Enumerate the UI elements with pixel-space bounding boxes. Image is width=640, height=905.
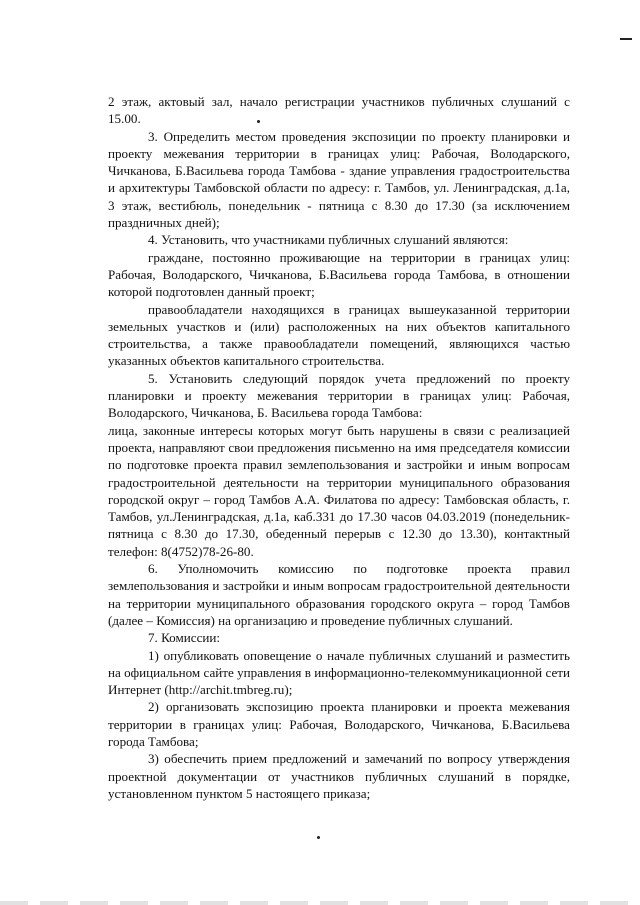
paragraph-item-7-2: 2) организовать экспозицию проекта планировки и проекта межевания территории в границах улиц: Рабочая, Володарского, Чичканова, Б.Васильева города Тамбова;: [108, 699, 570, 749]
page-bottom-edge: [0, 901, 640, 905]
paragraph-item-3: 3. Определить местом проведения экспозиции по проекту планировки и проекту межевания территории в границах улиц: Рабочая, Володарского, Чичканова, Б.Васильева города Тамбова - здание управления градостроительства и архитектуры Тамбовской области по адресу: г. Тамбов, ул. Ленинградская, д.1а, 3 этаж, вестибюль, понедельник - пятница с 8.30 до 17.30 (за исключением праздничных дней);: [108, 128, 570, 231]
document-body: [108, 93, 570, 802]
paragraph-proposals-procedure: лица, законные интересы которых могут быть нарушены в связи с реализацией проекта, направляют свои предложения письменно на имя председателя комиссии по подготовке проекта правил землепользования и застройки и иным вопросам градостроительной деятельности на территории муниципального образования городской округ – город Тамбов А.А. Филатова по адресу: Тамбовская область, г. Тамбов, ул.Ленинградская, д.1а, каб.331 до 17.30 часов 04.03.2019 (понедельник-пятница с 8.30 до 17.30, обеденный перерыв с 12.30 до 13.30), контактный телефон: 8(4752)78-26-80.: [108, 422, 570, 559]
paragraph-item-7-3: 3) обеспечить прием предложений и замечаний по вопросу утверждения проектной документации от участников публичных слушаний в порядке, установленном пунктом 5 настоящего приказа;: [108, 751, 570, 801]
paragraph-registration: 2 этаж, актовый зал, начало регистрации участников публичных слушаний с 15.00.: [108, 94, 570, 127]
paragraph-item-5: 5. Установить следующий порядок учета предложений по проекту планировки и проекту межевания территории в границах улиц: Рабочая, Володарского, Чичканова, Б. Васильева города Тамбова:: [108, 370, 570, 421]
scan-speck: [317, 836, 320, 839]
paragraph-participants-citizens: граждане, постоянно проживающие на территории в границах улиц: Рабочая, Володарского, Чичканова, Б.Васильева города Тамбова, в отношении которой подготовлен данный проект;: [108, 249, 570, 300]
paragraph-participants-owners: правообладатели находящихся в границах вышеуказанной территории земельных участков и (или) расположенных на них объектов капитального строительства, а также правообладатели помещений, являющихся частью указанных объектов капитального строительства.: [108, 301, 570, 369]
page-edge-mark: [620, 38, 632, 40]
scan-speck: [257, 120, 260, 123]
paragraph-item-6: 6. Уполномочить комиссию по подготовке проекта правил землепользования и застройки и иным вопросам градостроительной деятельности на территории муниципального образования городского округа – город Тамбов (далее – Комиссия) на организацию и проведение публичных слушаний.: [108, 561, 570, 628]
paragraph-item-7-1: 1) опубликовать оповещение о начале публичных слушаний и разместить на официальном сайте управления в информационно-телекоммуникационной сети Интернет (http://archit.tmbreg.ru);: [108, 647, 570, 698]
paragraph-item-7: 7. Комиссии:: [148, 630, 221, 646]
paragraph-item-4: 4. Установить, что участниками публичных слушаний являются:: [148, 232, 509, 248]
